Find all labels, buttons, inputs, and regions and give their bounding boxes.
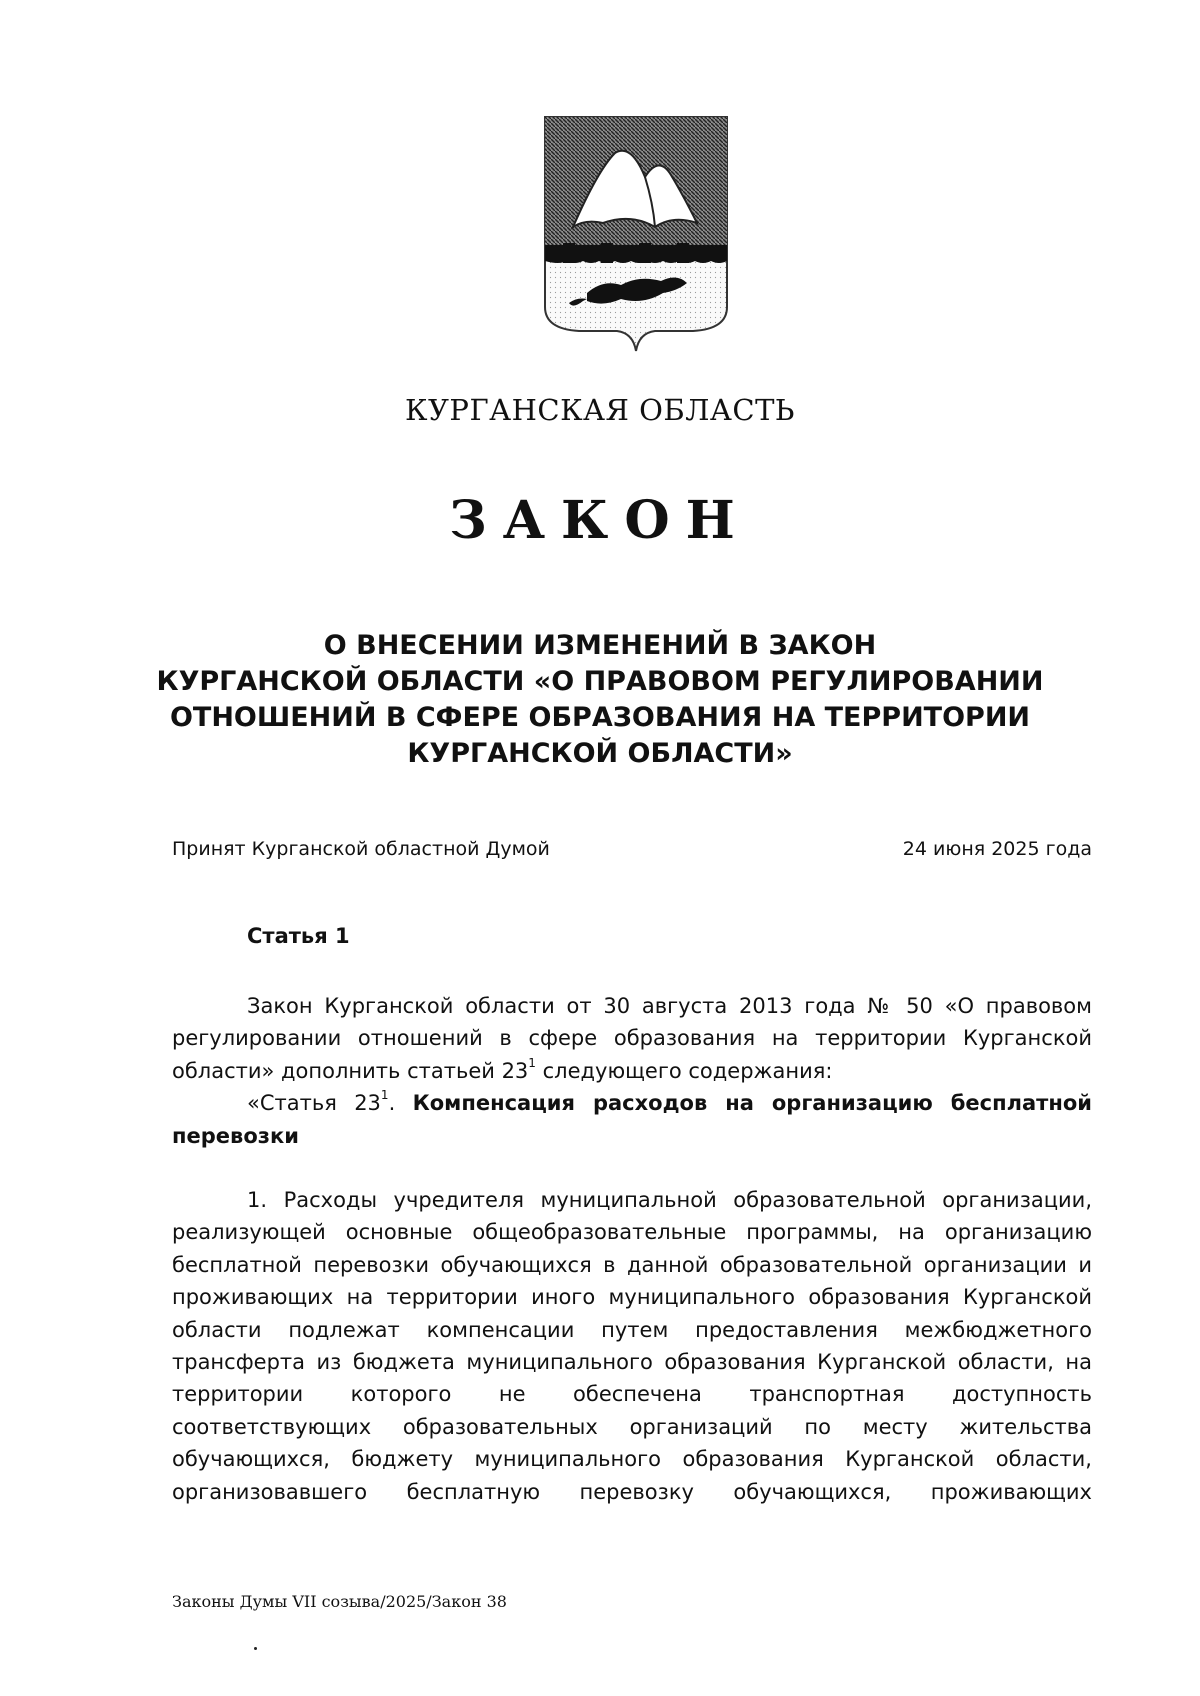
intro-text: Закон Курганской области от 30 августа 2013 года № 50 «О правовом регулировании отношений в сфере образования на территории Курганской области» дополнить статьей 23 xyxy=(172,994,1092,1083)
superscript: 1 xyxy=(528,1055,536,1070)
adoption-date: 24 июня 2025 года xyxy=(902,838,1092,860)
footer-reference: Законы Думы VII созыва/2025/Закон 38 xyxy=(172,1592,507,1611)
intro-text-end: следующего содержания: xyxy=(535,1058,833,1083)
law-title-line: О ВНЕСЕНИИ ИЗМЕНЕНИЙ В ЗАКОН xyxy=(323,630,877,661)
punctuation: . xyxy=(388,1091,413,1116)
new-article-heading xyxy=(172,1087,1092,1152)
scan-speck xyxy=(254,1647,257,1650)
document-type: ЗАКОН xyxy=(449,490,751,551)
law-title-line: КУРГАНСКОЙ ОБЛАСТИ» xyxy=(407,738,793,769)
superscript: 1 xyxy=(380,1088,389,1103)
region-name: КУРГАНСКАЯ ОБЛАСТЬ xyxy=(405,393,795,427)
law-title xyxy=(150,628,1050,772)
new-article-number: «Статья 23 xyxy=(247,1091,381,1116)
law-title-line: ОТНОШЕНИЙ В СФЕРЕ ОБРАЗОВАНИЯ НА ТЕРРИТОРИИ xyxy=(169,702,1031,733)
item-1-paragraph: 1. Расходы учредителя муниципальной образовательной организации, реализующей основные общеобразовательные программы, на организацию бесплатной перевозки обучающихся в данной образовательной организации и проживающих на территории иного муниципального образования Курганской области подлежат компенсации путем предоставления межбюджетного трансферта из бюджета муниципального образования Курганской области, на территории которого не обеспечена транспортная доступность соответствующих образовательных организаций по месту жительства обучающихся, бюджету муниципального образования Курганской области, организовавшего бесплатную перевозку обучающихся, проживающих xyxy=(172,1188,1092,1504)
coat-of-arms-emblem xyxy=(543,115,729,355)
article-body xyxy=(172,990,1092,1508)
article-heading: Статья 1 xyxy=(247,924,350,948)
adopted-by: Принят Курганской областной Думой xyxy=(172,838,550,860)
intro-paragraph xyxy=(172,990,1092,1087)
new-article-title: Компенсация расходов на организацию бесплатной перевозки xyxy=(172,1091,1092,1148)
law-title-line: КУРГАНСКОЙ ОБЛАСТИ «О ПРАВОВОМ РЕГУЛИРОВАНИИ xyxy=(156,666,1044,697)
